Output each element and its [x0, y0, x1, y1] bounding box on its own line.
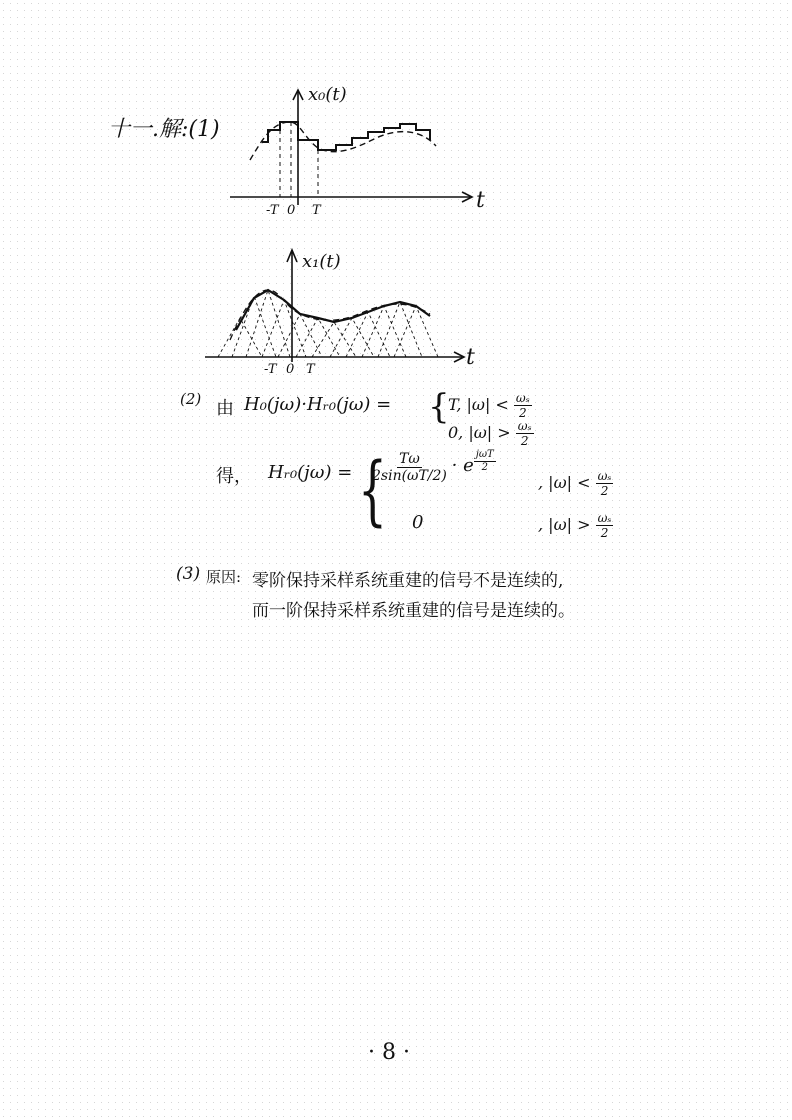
result-case2-condition: , |ω| > $\frac{\text{ωₛ}}{2}$ [538, 511, 612, 540]
fig1-y-label: x₀(t) [308, 84, 347, 105]
part3-label: 原因: [206, 568, 242, 586]
fig1-x-label: t [476, 188, 485, 213]
part3-line2: 而一阶保持采样系统重建的信号是连续的。 [252, 601, 575, 621]
fig1-tick-zero: 0 [287, 203, 296, 218]
result-main-fraction: $\frac{T\omega}{2\sin(\omega T/2)}$ [372, 450, 447, 484]
result-case1 [372, 450, 496, 483]
part3-number: (3) [176, 564, 201, 584]
case1-fraction: $\frac{\text{ωₛ}}{2}$ [515, 391, 530, 420]
part2-case1 [448, 392, 532, 419]
result-case2-fraction: $\frac{\text{ωₛ}}{2}$ [597, 511, 612, 540]
problem-heading: 十一.解:(1) [108, 117, 220, 142]
part2-case2 [448, 420, 534, 447]
part2-expression: H₀(jω)·Hᵣ₀(jω) = [244, 394, 392, 415]
case2-fraction: $\frac{\text{ωₛ}}{2}$ [517, 419, 532, 448]
fig2-tick-t: T [306, 362, 315, 377]
fig2-x-label: t [466, 345, 475, 370]
result-case1-condition: , |ω| < $\frac{\text{ωₛ}}{2}$ [538, 469, 612, 498]
part2-number: (2) [180, 390, 202, 408]
exp-base: · e [451, 455, 474, 476]
part2-brace: { [428, 387, 450, 427]
result-lhs: Hᵣ₀(jω) = [268, 462, 353, 483]
case1-condition: |ω| < [466, 395, 509, 414]
fig1-tick-t: T [312, 203, 321, 218]
fig2-tick-zero: 0 [286, 362, 295, 377]
result-prefix: 得， [216, 466, 252, 487]
case2-condition: |ω| > [468, 423, 511, 442]
fig2-y-label: x₁(t) [302, 251, 341, 272]
part3-line1: 零阶保持采样系统重建的信号不是连续的, [252, 571, 564, 591]
page-number: · 8 · [368, 1040, 410, 1065]
fig1-tick-neg-t: -T [266, 203, 279, 218]
result-brace: { [358, 445, 388, 534]
exp-superscript: $\frac{\text{jωT}}{2}$ [475, 449, 494, 473]
result-case1-fraction: $\frac{\text{ωₛ}}{2}$ [597, 469, 612, 498]
case2-value: 0, [448, 423, 464, 442]
result-case2-value: 0 [412, 512, 424, 533]
case1-value: T, [448, 395, 462, 414]
part2-prefix: 由 [216, 398, 234, 419]
fig2-tick-neg-t: -T [264, 362, 277, 377]
